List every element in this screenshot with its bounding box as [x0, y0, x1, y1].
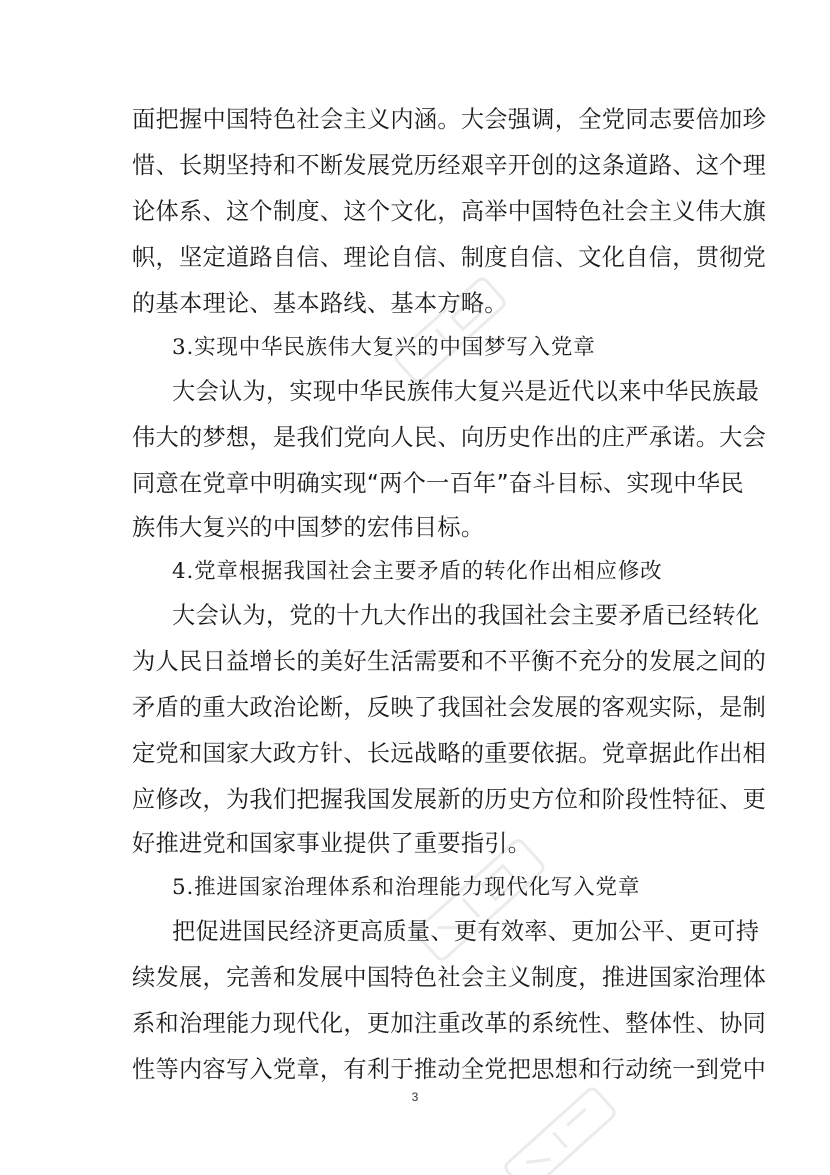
paragraph-line: 面把握中国特色社会主义内涵。大会强调，全党同志要倍加珍 [132, 106, 767, 133]
section-heading-4: 4.党章根据我国社会主要矛盾的转化作出相应修改 [172, 559, 663, 584]
paragraph-line: 续发展，完善和发展中国特色社会主义制度，推进国家治理体 [132, 964, 767, 991]
paragraph-line: 为人民日益增长的美好生活需要和不平衡不充分的发展之间的 [132, 648, 767, 675]
paragraph-line: 惜、长期坚持和不断发展党历经艰辛开创的这条道路、这个理 [132, 152, 767, 179]
page-number: 3 [411, 1090, 419, 1104]
paragraph-line: 同意在党章中明确实现“两个一百年”奋斗目标、实现中华民 [132, 470, 744, 497]
paragraph-line: 的基本理论、基本路线、基本方略。 [132, 290, 508, 317]
paragraph-line: 族伟大复兴的中国梦的宏伟目标。 [132, 514, 485, 541]
paragraph-line: 好推进党和国家事业提供了重要指引。 [132, 830, 532, 857]
paragraph-line: 定党和国家大政方针、长远战略的重要依据。党章据此作出相 [132, 740, 767, 767]
paragraph-line: 系和治理能力现代化，更加注重改革的系统性、整体性、协同 [132, 1010, 767, 1037]
paragraph-line: 论体系、这个制度、这个文化，高举中国特色社会主义伟大旗 [132, 198, 767, 225]
section-heading-5: 5.推进国家治理体系和治理能力现代化写入党章 [172, 875, 641, 900]
paragraph-line: 矛盾的重大政治论断，反映了我国社会发展的客观实际，是制 [132, 694, 767, 721]
paragraph-line: 把促进国民经济更高质量、更有效率、更加公平、更可持 [172, 918, 760, 945]
paragraph-line: 伟大的梦想，是我们党向人民、向历史作出的庄严承诺。大会 [132, 424, 767, 451]
paragraph-line: 性等内容写入党章，有利于推动全党把思想和行动统一到党中 [132, 1056, 767, 1083]
section-heading-3: 3.实现中华民族伟大复兴的中国梦写入党章 [172, 335, 596, 360]
paragraph-line: 大会认为，实现中华民族伟大复兴是近代以来中华民族最 [172, 378, 760, 405]
paragraph-line: 大会认为，党的十九大作出的我国社会主要矛盾已经转化 [172, 602, 760, 629]
paragraph-line: 应修改，为我们把握我国发展新的历史方位和阶段性特征、更 [132, 786, 767, 813]
paragraph-line: 帜，坚定道路自信、理论自信、制度自信、文化自信，贯彻党 [132, 244, 767, 271]
